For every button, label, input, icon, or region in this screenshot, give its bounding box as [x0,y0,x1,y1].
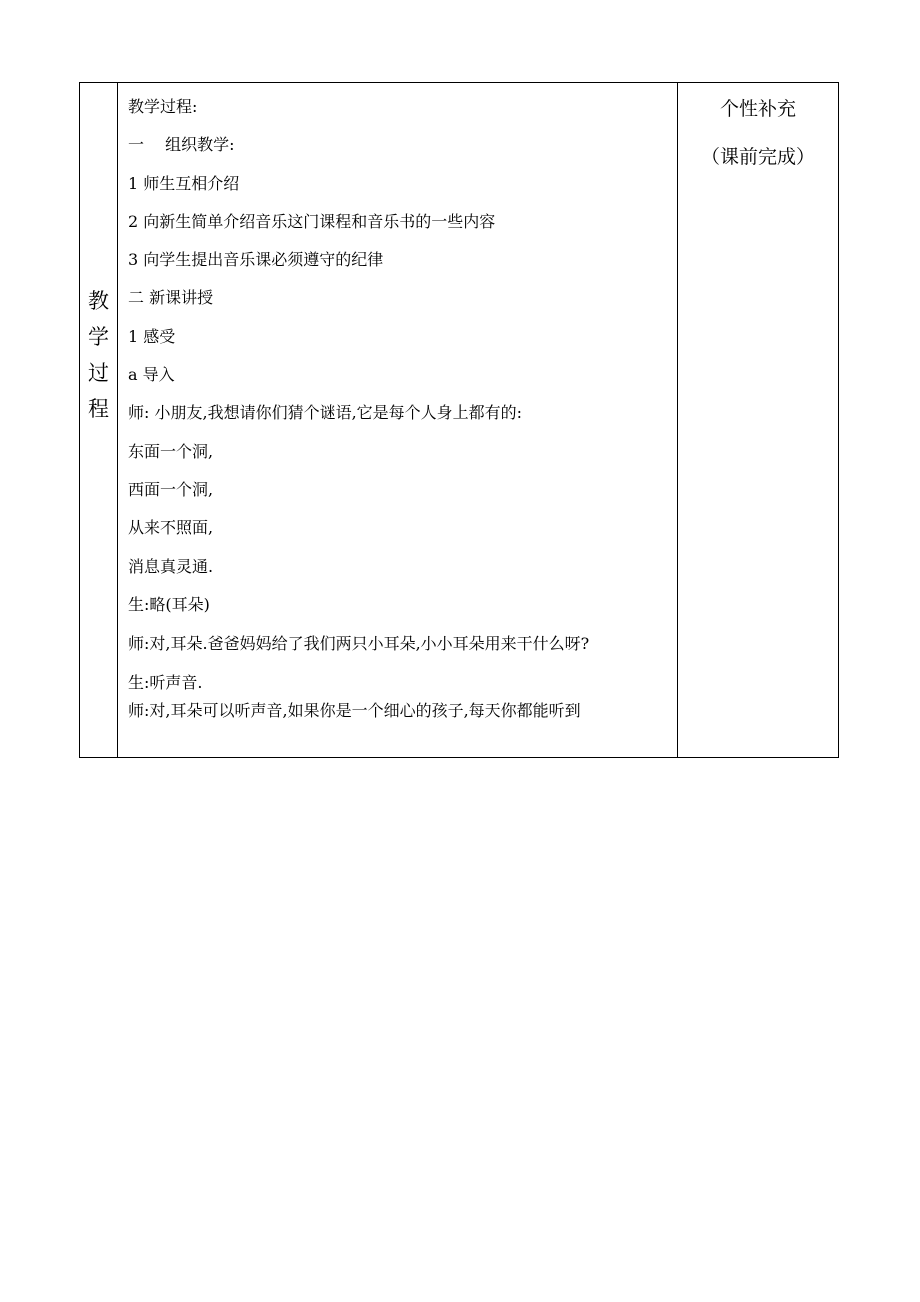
section-label-char: 程 [88,397,109,421]
content-line: 1 感受 [128,327,176,346]
supplement-title: 个性补充 [719,98,796,120]
content-line: 师:对,耳朵.爸爸妈妈给了我们两只小耳朵,小小耳朵用来干什么呀? [128,634,590,653]
content-line: a 导入 [128,365,175,384]
column-divider-right [677,83,678,757]
section-label [80,283,117,427]
content-line: 一 组织教学: [128,135,235,154]
content-line: 二 新课讲授 [128,288,214,307]
content-line: 教学过程: [128,97,198,116]
content-line: 2 向新生简单介绍音乐这门课程和音乐书的一些内容 [128,212,496,231]
section-label-char: 过 [88,361,109,385]
content-line: 3 向学生提出音乐课必须遵守的纪律 [128,250,384,269]
content-line: 师:对,耳朵可以听声音,如果你是一个细心的孩子,每天你都能听到 [128,701,581,720]
lesson-plan-table [79,82,839,758]
supplement-subtitle: （课前完成） [700,146,815,168]
content-line: 生:听声音. [128,673,203,692]
content-line: 1 师生互相介绍 [128,174,240,193]
content-line: 从来不照面, [128,518,214,537]
content-line: 消息真灵通. [128,557,214,576]
content-line: 西面一个洞, [128,480,214,499]
content-line: 师: 小朋友,我想请你们猜个谜语,它是每个人身上都有的: [128,403,523,422]
section-label-char: 学 [88,325,109,349]
column-divider-left [117,83,118,757]
section-label-char: 教 [88,289,109,313]
content-line: 东面一个洞, [128,442,214,461]
content-line: 生:略(耳朵) [128,595,210,614]
